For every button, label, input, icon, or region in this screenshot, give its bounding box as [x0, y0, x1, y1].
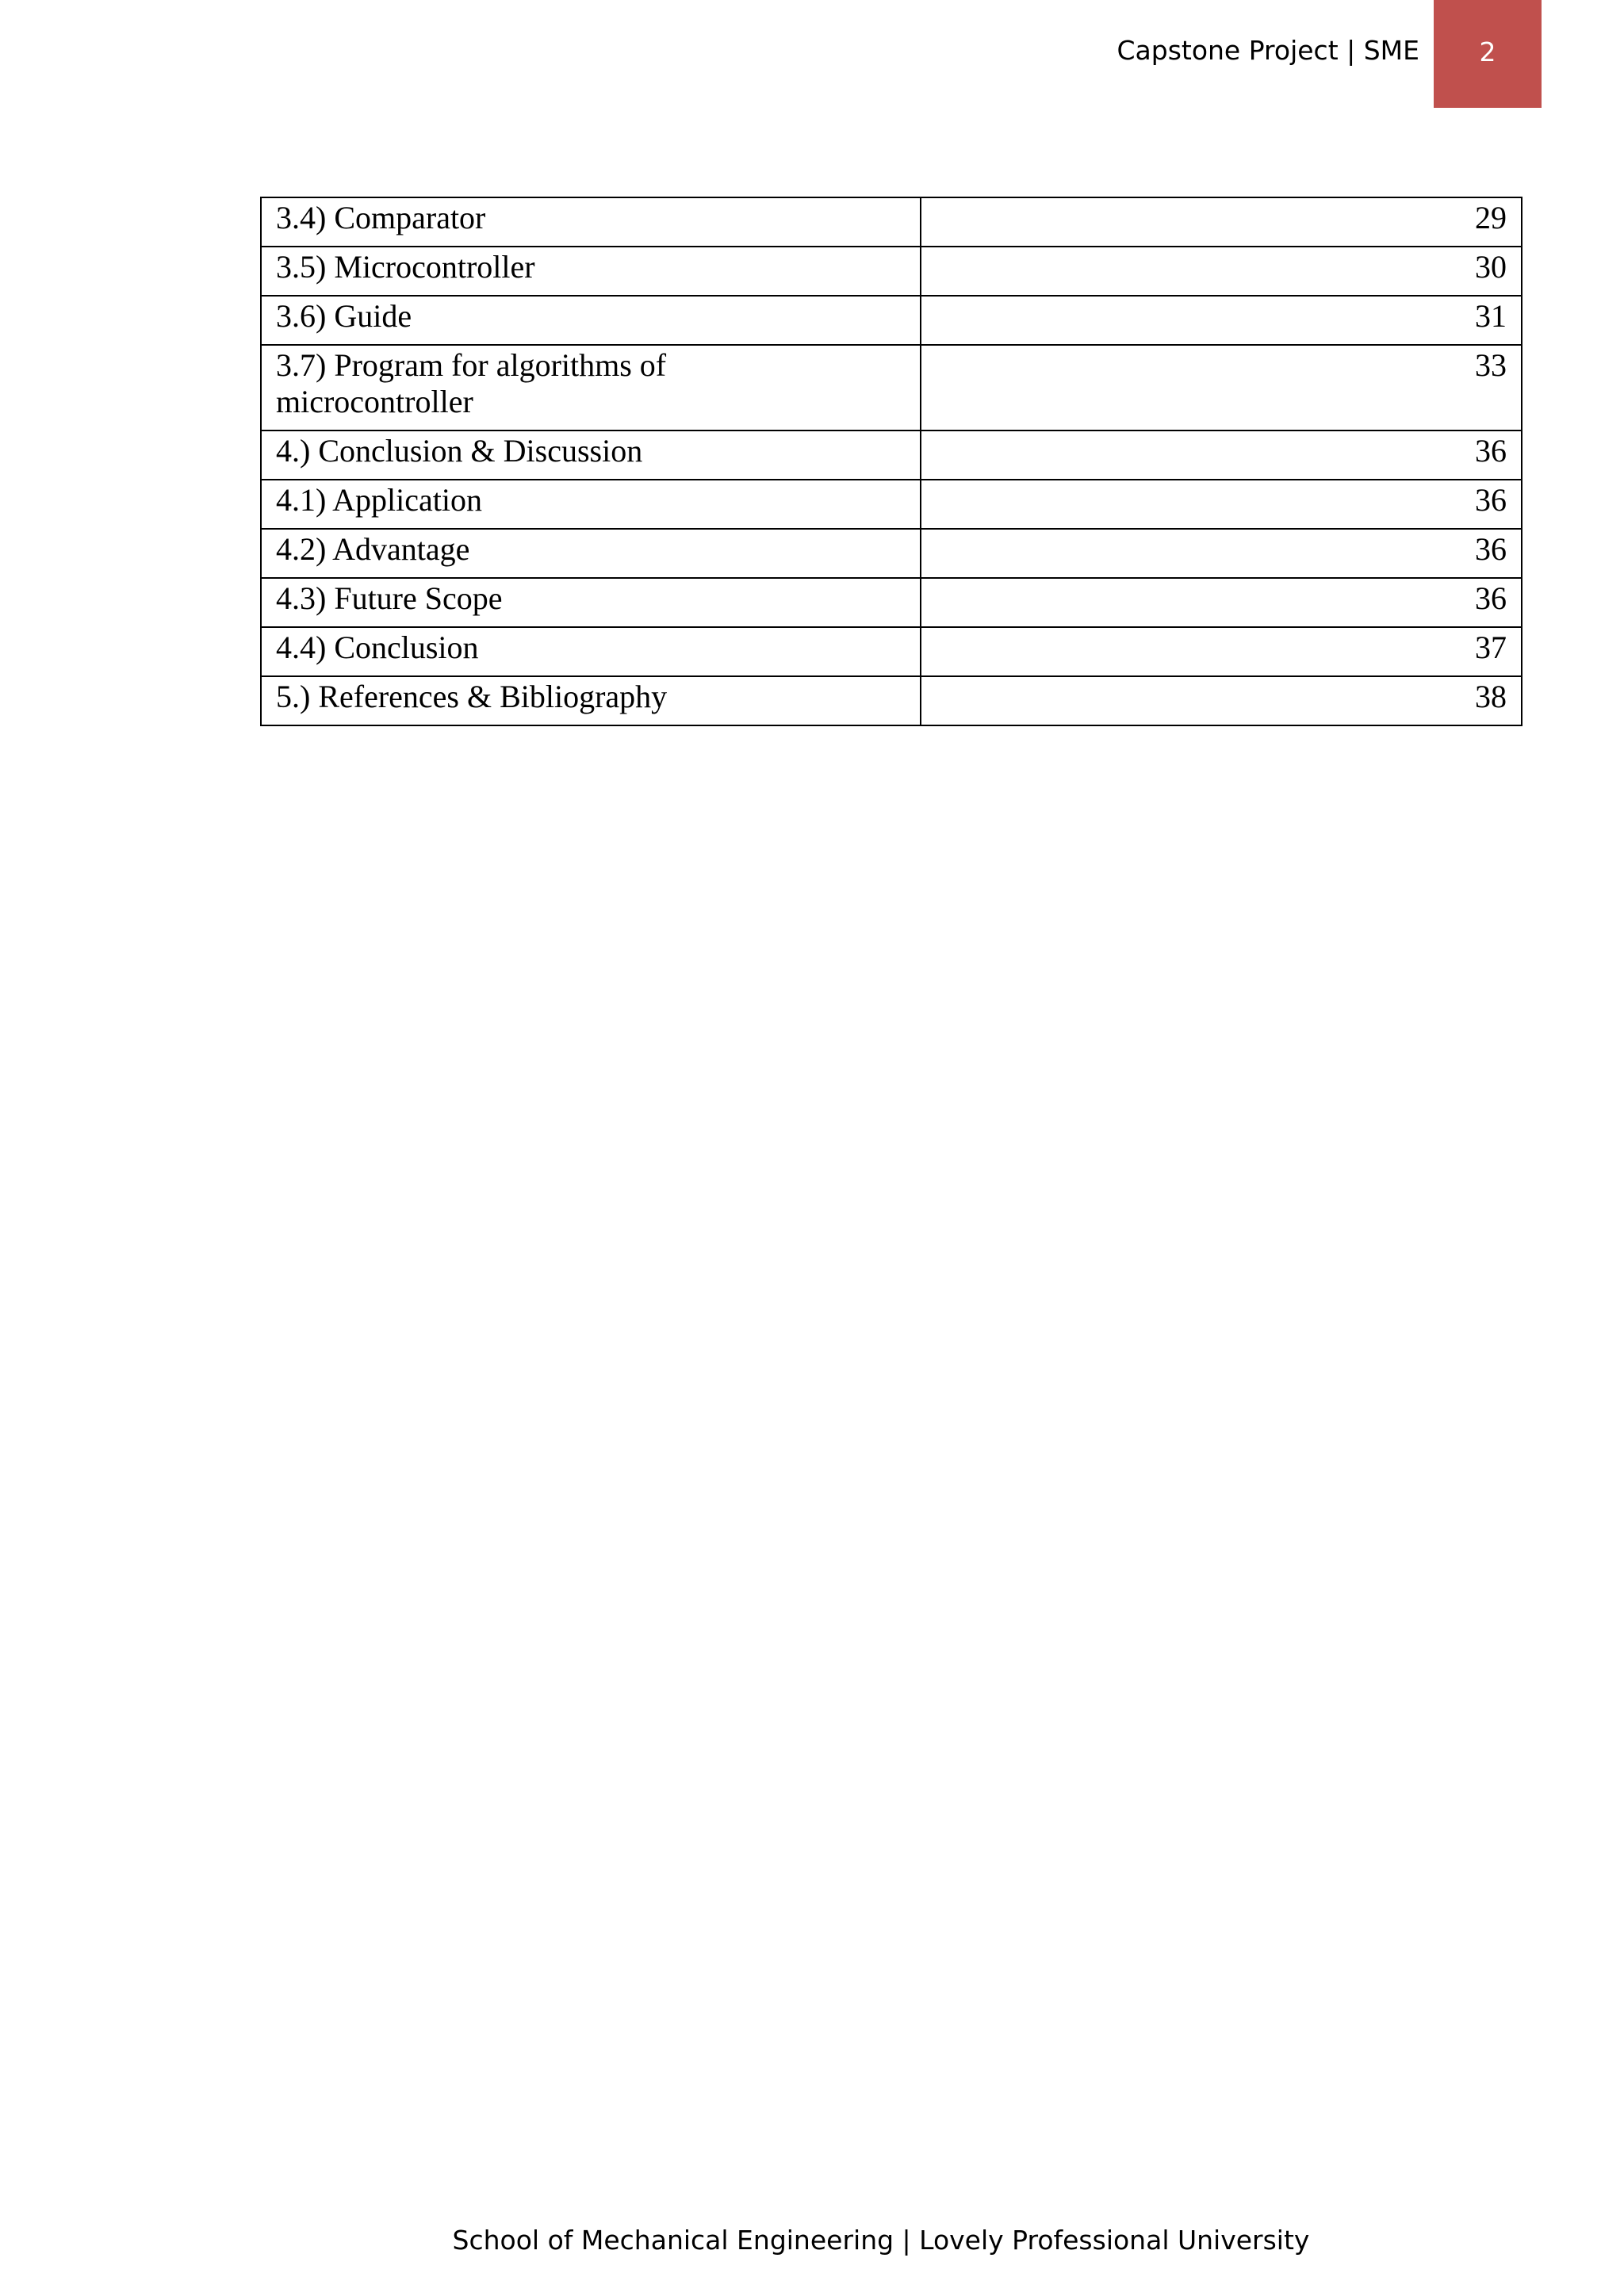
toc-entry-page: 38 [921, 676, 1522, 725]
toc-entry-title: 4.2) Advantage [261, 529, 921, 578]
toc-entry-title: 5.) References & Bibliography [261, 676, 921, 725]
page-number-badge [1434, 0, 1542, 108]
table-row [261, 247, 1522, 296]
toc-entry-title: 3.4) Comparator [261, 197, 921, 247]
table-row [261, 627, 1522, 676]
toc-entry-page: 36 [921, 529, 1522, 578]
toc-entry-page: 36 [921, 480, 1522, 529]
toc-entry-title: 4.) Conclusion & Discussion [261, 430, 921, 480]
table-row [261, 345, 1522, 430]
page-footer: School of Mechanical Engineering | Lovely Professional University [452, 2225, 1310, 2256]
toc-entry-page: 31 [921, 296, 1522, 345]
toc-entry-page: 36 [921, 430, 1522, 480]
toc-entry-title: 4.1) Application [261, 480, 921, 529]
table-row [261, 296, 1522, 345]
toc-entry-page: 36 [921, 578, 1522, 627]
toc-entry-page: 33 [921, 345, 1522, 430]
toc-entry-title: 4.4) Conclusion [261, 627, 921, 676]
toc-entry-title: 3.7) Program for algorithms of microcontroller [261, 345, 921, 430]
toc-entry-page: 30 [921, 247, 1522, 296]
table-row [261, 529, 1522, 578]
table-row [261, 480, 1522, 529]
page-number: 2 [1479, 36, 1496, 67]
toc-entry-title: 4.3) Future Scope [261, 578, 921, 627]
toc-entry-title: 3.5) Microcontroller [261, 247, 921, 296]
toc-entry-page: 29 [921, 197, 1522, 247]
table-row [261, 578, 1522, 627]
table-row [261, 430, 1522, 480]
table-of-contents [260, 197, 1522, 726]
header-title: Capstone Project | SME [1116, 35, 1419, 66]
toc-entry-page: 37 [921, 627, 1522, 676]
table-row [261, 197, 1522, 247]
table-row [261, 676, 1522, 725]
toc-entry-title: 3.6) Guide [261, 296, 921, 345]
